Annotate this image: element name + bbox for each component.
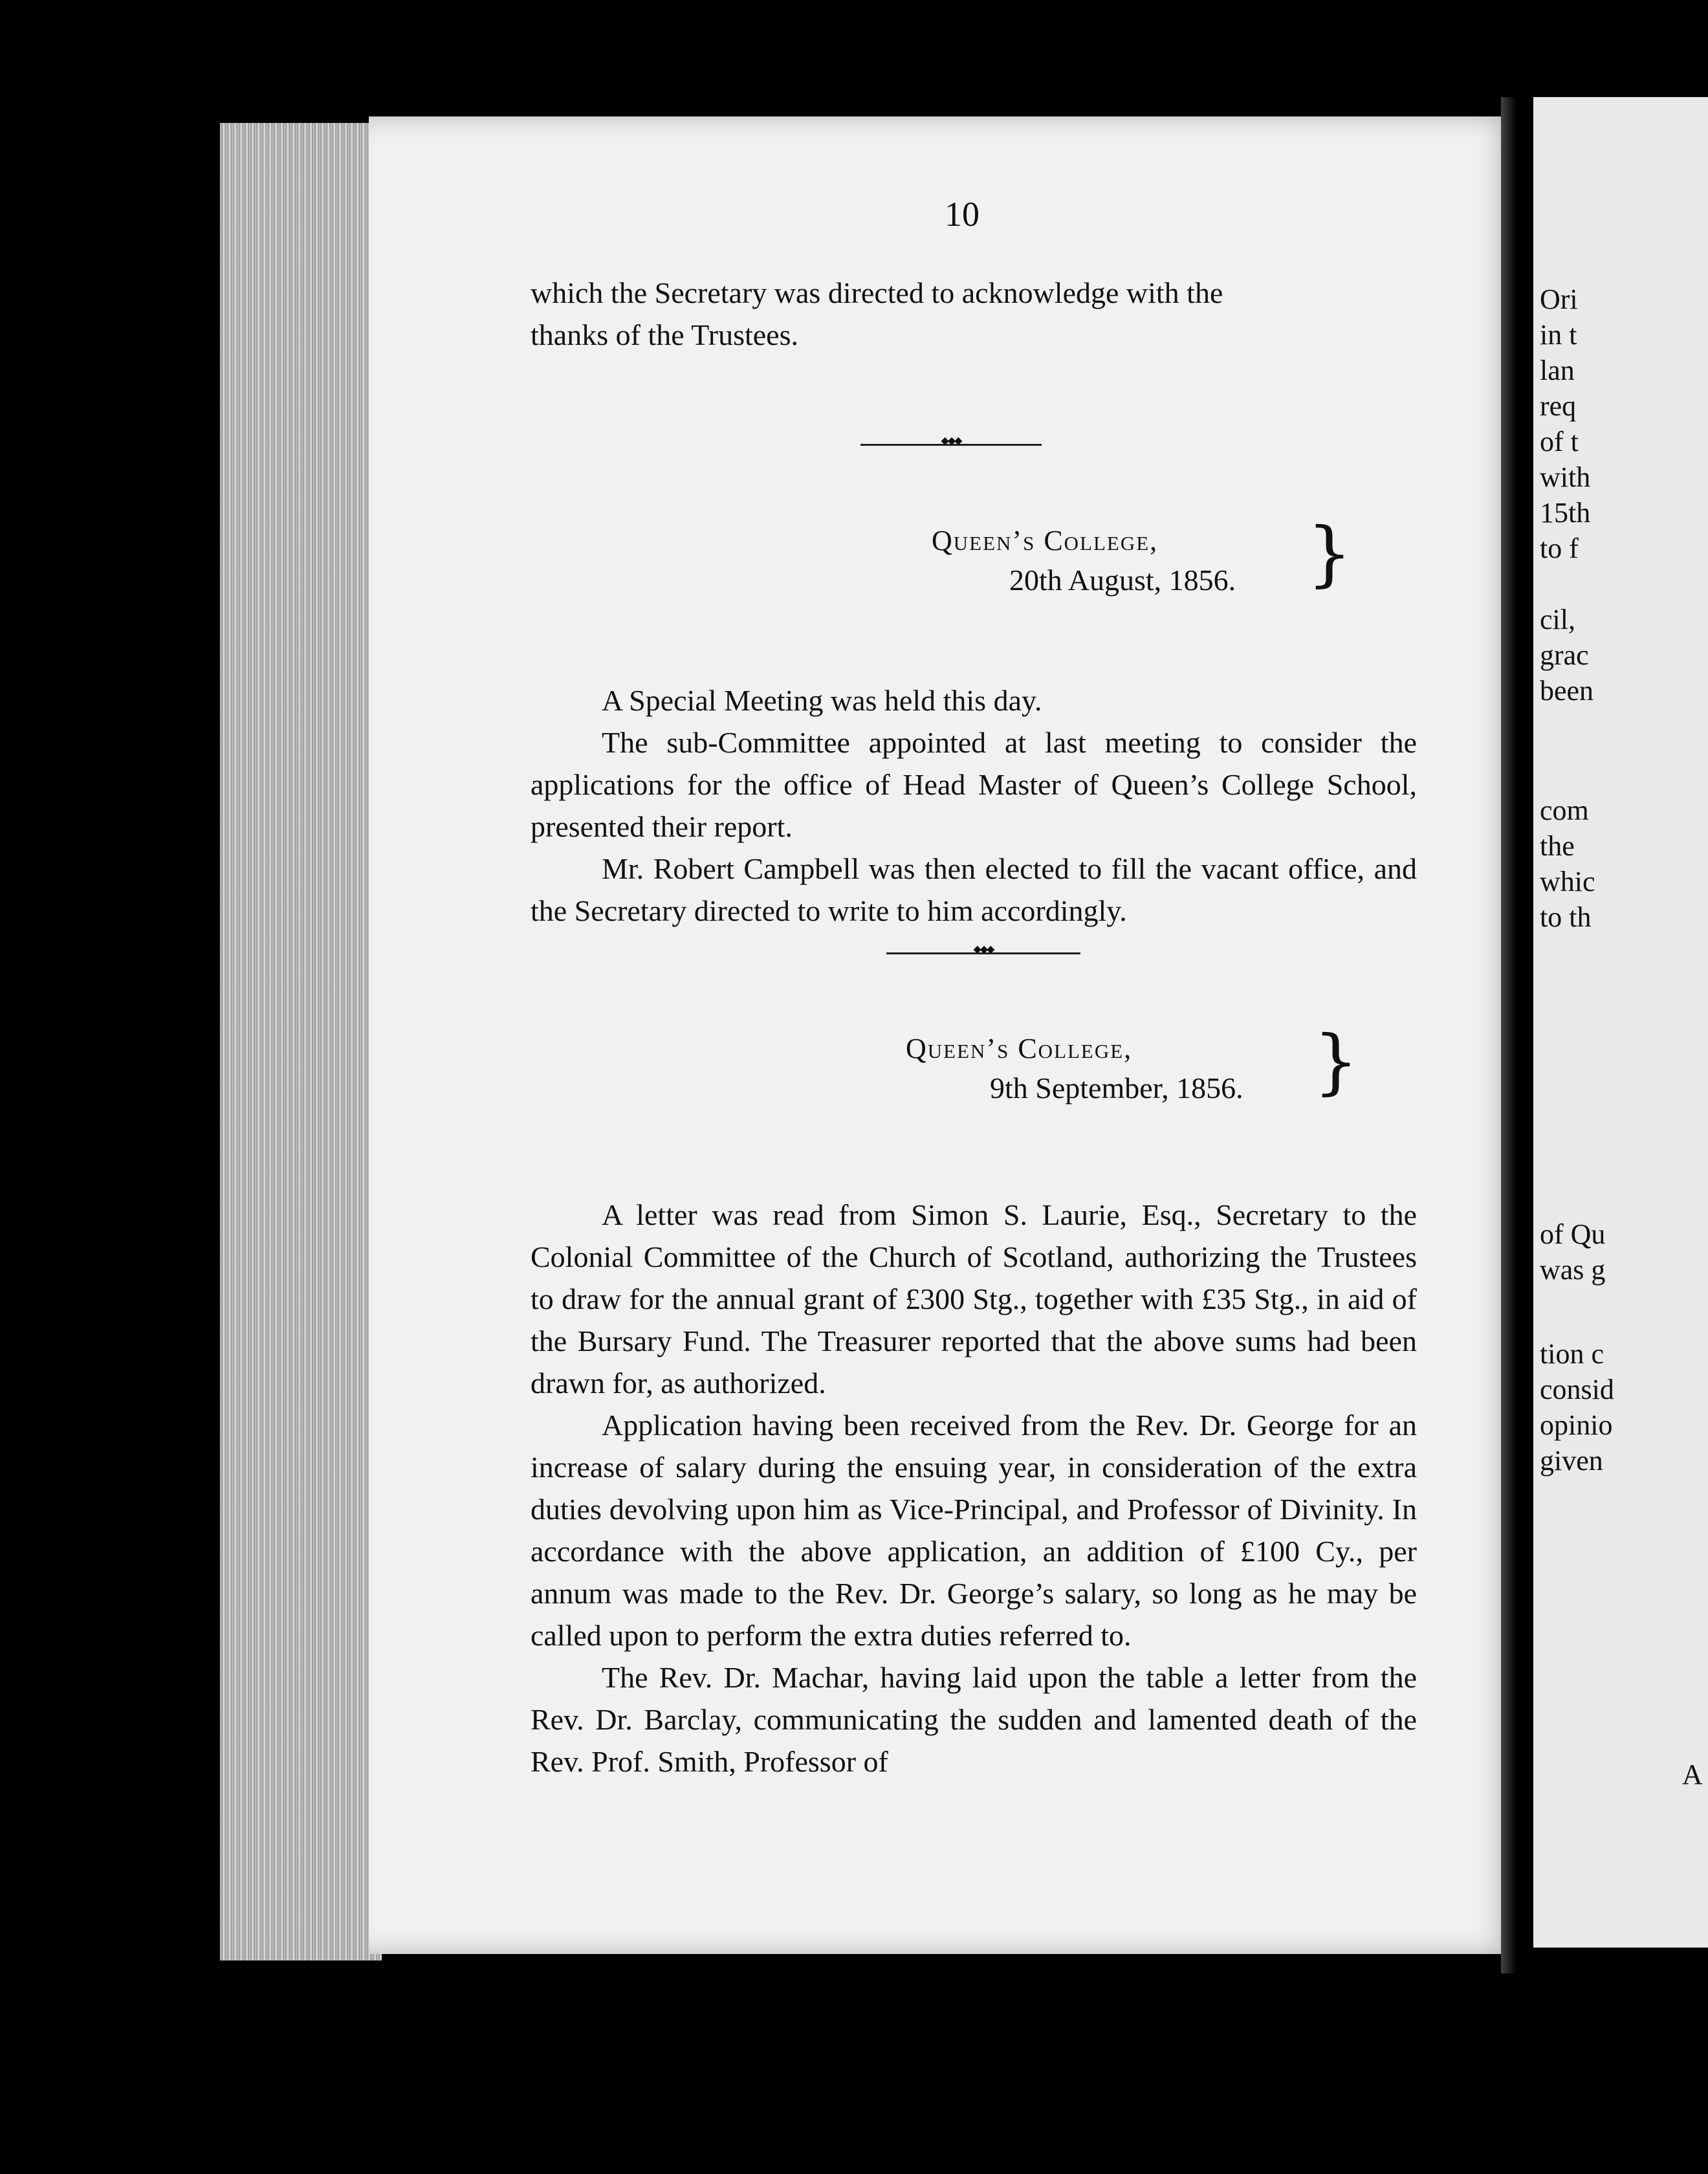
section1-body xyxy=(531,679,1417,932)
right-fragment: the xyxy=(1540,830,1575,862)
right-fragment: A xyxy=(1682,1759,1703,1790)
right-fragment: lan xyxy=(1540,355,1575,386)
section1-date: 20th August, 1856. xyxy=(1009,564,1236,597)
right-page-fragments-6 xyxy=(1540,1757,1708,1792)
section2-paragraph: Application having been received from the Rev. Dr. George for an increase of salary during the ensuing year, in consideration of the extra duties devolving upon him as Vice-Principal, and Professor of Divinity. In accordance with the above application, an addition of £100 Cy., per annum was made to the Rev. Dr. George’s salary, so long as he may be called upon to perform the extra duties referred to. xyxy=(531,1409,1417,1652)
page-number: 10 xyxy=(945,195,980,234)
section2-date-block xyxy=(990,1071,1243,1105)
right-fragment: cil, xyxy=(1540,604,1575,635)
right-fragment: grac xyxy=(1540,639,1589,671)
right-fragment: to f xyxy=(1540,533,1579,564)
right-fragment: of t xyxy=(1540,426,1579,457)
section-divider-2 xyxy=(886,952,1080,954)
section-divider-1 xyxy=(860,444,1042,446)
right-fragment: of Qu xyxy=(1540,1218,1606,1250)
right-fragment: been xyxy=(1540,675,1594,707)
page-edges xyxy=(220,123,382,1960)
section2-brace: } xyxy=(1313,1020,1359,1103)
right-fragment: 15th xyxy=(1540,497,1591,529)
right-fragment: req xyxy=(1540,390,1577,422)
right-fragment: given xyxy=(1540,1445,1603,1477)
right-page-fragments-4 xyxy=(1540,1216,1708,1288)
right-fragment: in t xyxy=(1540,319,1577,351)
right-fragment: com xyxy=(1540,795,1589,826)
opening-text xyxy=(531,272,1417,356)
right-fragment: whic xyxy=(1540,866,1595,897)
opening-line-1: which the Secretary was directed to acknowledge with the xyxy=(531,276,1223,309)
section1-paragraph: Mr. Robert Campbell was then elected to fill the vacant office, and the Secretary directed to write to him accordingly. xyxy=(531,852,1417,927)
section2-paragraph: A letter was read from Simon S. Laurie, Esq., Secretary to the Colonial Committee of the Church of Scotland, authorizing the Trustees to draw for the annual grant of £300 Stg., together with £35 Stg., in aid of the Bursary Fund. The Treasurer reported that the above sums had been drawn for, as authorized. xyxy=(531,1198,1417,1400)
right-page-fragments-3 xyxy=(1540,793,1708,935)
right-fragment: opinio xyxy=(1540,1409,1613,1441)
section2-paragraph: The Rev. Dr. Machar, having laid upon the table a letter from the Rev. Dr. Barclay, communicating the sudden and lamented death of the Rev. Prof. Smith, Professor of xyxy=(531,1661,1417,1778)
opening-line-2: thanks of the Trustees. xyxy=(531,318,798,351)
right-fragment: consid xyxy=(1540,1374,1614,1405)
section2-date: 9th September, 1856. xyxy=(990,1071,1243,1104)
right-fragment: to th xyxy=(1540,901,1592,933)
right-fragment: was g xyxy=(1540,1254,1606,1286)
section2-college: Queen’s College, xyxy=(906,1033,1133,1064)
section2-heading xyxy=(906,1032,1132,1065)
section1-college: Queen’s College, xyxy=(932,525,1159,556)
right-page-fragments-5 xyxy=(1540,1336,1708,1478)
right-fragment: with xyxy=(1540,461,1591,493)
section1-brace: } xyxy=(1307,512,1352,595)
right-page-fragments-2 xyxy=(1540,602,1708,708)
right-fragment: tion c xyxy=(1540,1338,1604,1370)
section1-date-block xyxy=(1009,563,1236,597)
section1-paragraph: A Special Meeting was held this day. xyxy=(602,684,1042,717)
section1-heading xyxy=(932,524,1158,557)
right-fragment: Ori xyxy=(1540,283,1578,315)
right-page-fragments-1 xyxy=(1540,281,1708,566)
section2-body xyxy=(531,1194,1417,1783)
section1-paragraph: The sub-Committee appointed at last meeting to consider the applications for the office of Head Master of Queen’s College School, presented their report. xyxy=(531,726,1417,843)
